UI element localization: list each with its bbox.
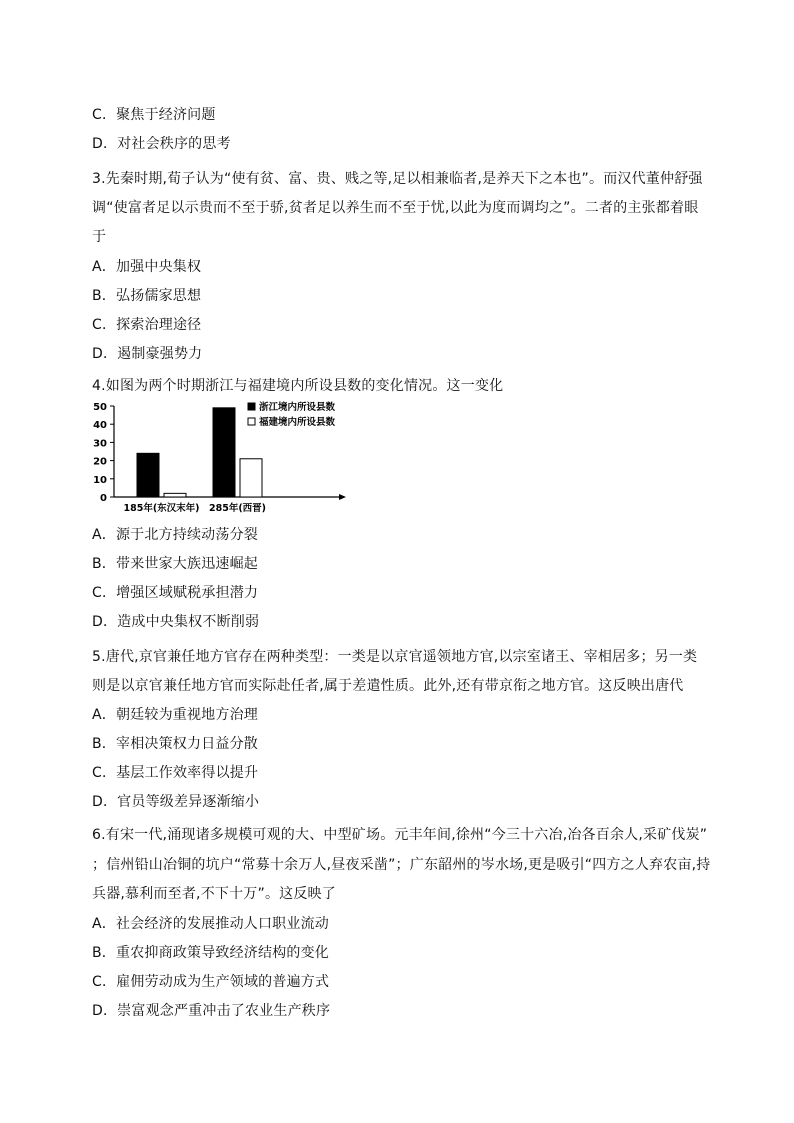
x-axis-arrow [339,494,346,500]
x-tick-label: 185年(东汉末年) [123,503,200,514]
question-6-option-c: C．雇佣劳动成为生产领域的普遍方式 [92,974,330,990]
question-6-option-d: D．崇富观念严重冲击了农业生产秩序 [92,1003,331,1019]
option-d: D．对社会秩序的思考 [92,136,231,152]
legend-label: 浙江境内所设县数 [259,402,336,413]
bar-fujian [240,459,262,497]
option-c: C．聚焦于经济问题 [92,107,216,123]
question-4-option-b: B．带来世家大族迅速崛起 [92,556,259,572]
question-5-stem-line: 则是以京官兼任地方官而实际赴任者,属于差遣性质。此外,还有带京衔之地方官。这反映出唐代 [92,678,684,694]
question-3-stem-line: 调“使富者足以示贵而不至于骄,贫者足以养生而不至于忧,以此为度而调均之”。二者的主张都着眼 [92,200,699,216]
question-3-option-a: A．加强中央集权 [92,259,202,275]
question-3-option-c: C．探索治理途径 [92,317,202,333]
y-tick-label: 10 [93,474,107,486]
question-6-stem-line: 6.有宋一代,涌现诸多规模可观的大、中型矿场。元丰年间,徐州“今三十六冶,冶各百余人,采矿伐炭” [92,827,708,843]
question-6-stem-line: 兵器,慕利而至者,不下十万”。这反映了 [92,886,336,902]
question-5-option-d: D．官员等级差异逐渐缩小 [92,794,260,810]
bar-zhejiang [213,408,235,497]
question-5-stem-line: 5.唐代,京官兼任地方官存在两种类型：一类是以京官遥领地方官,以宗室诸王、宰相居多；另一类 [92,649,698,665]
question-3-option-d: D．遏制豪强势力 [92,346,203,362]
y-tick-label: 0 [100,493,107,504]
question-6-stem-line: ；信州铅山冶铜的坑户“常募十余万人,昼夜采凿”；广东韶州的岑水场,更是吸引“四方之人弃农亩,持 [92,857,711,873]
x-tick-label: 285年(西晋) [208,503,267,514]
bar-zhejiang [137,453,159,497]
county-count-bar-chart [84,398,354,516]
question-4-option-d: D．造成中央集权不断削弱 [92,614,260,630]
question-5-option-a: A．朝廷较为重视地方治理 [92,707,258,723]
y-tick-label: 50 [93,402,107,413]
y-tick-label: 30 [93,438,107,450]
question-4-option-a: A．源于北方持续动荡分裂 [92,527,258,543]
bar-fujian [164,493,186,497]
y-axis-ticks [93,402,114,504]
question-4-stem: 4.如图为两个时期浙江与福建境内所设县数的变化情况。这一变化 [92,378,504,394]
question-5-option-c: C．基层工作效率得以提升 [92,765,259,781]
legend-swatch [248,418,255,425]
question-6-option-b: B．重农抑商政策导致经济结构的变化 [92,945,330,961]
y-tick-label: 20 [93,456,107,468]
y-tick-label: 40 [93,420,107,432]
legend-label: 福建境内所设县数 [259,417,336,428]
question-4-option-c: C．增强区域赋税承担潜力 [92,585,259,601]
question-6-option-a: A．社会经济的发展推动人口职业流动 [92,916,329,932]
question-3-stem-line: 于 [92,229,107,245]
legend-swatch [248,403,255,410]
question-3-option-b: B．弘扬儒家思想 [92,288,202,304]
question-3-stem-line: 3.先秦时期,荀子认为“使有贫、富、贵、贱之等,足以相兼临者,是养天下之本也”。而汉代董仲舒强 [92,171,703,187]
question-5-option-b: B．宰相决策权力日益分散 [92,736,259,752]
